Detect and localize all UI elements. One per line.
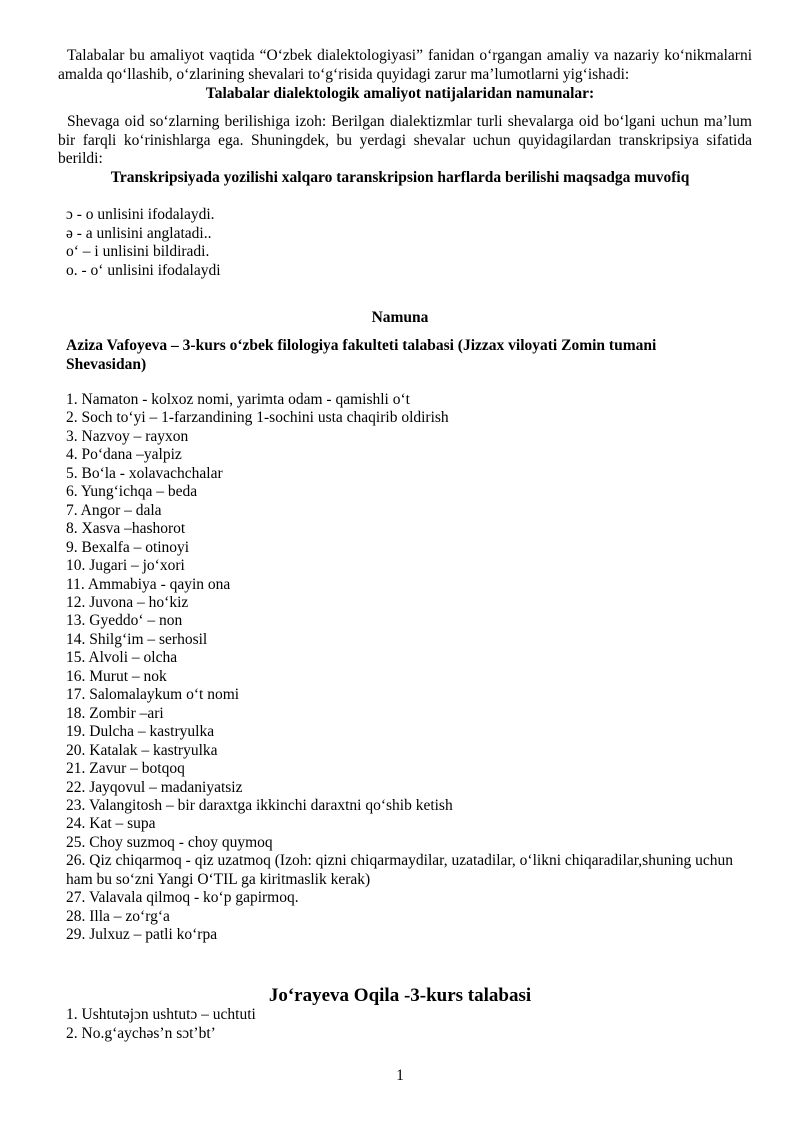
symbol-line: o‘ – i unlisini bildiradi. bbox=[66, 243, 210, 260]
student2-heading: Jo‘rayeva Oqila -3-kurs talabasi bbox=[268, 985, 532, 1006]
list-item: 19. Dulcha – kastryulka bbox=[66, 723, 215, 741]
list-item: 29. Julxuz – patli ko‘rpa bbox=[66, 926, 218, 944]
list-item: 4. Po‘dana –yalpiz bbox=[66, 446, 182, 464]
list-item: 27. Valavala qilmoq - ko‘p gapirmoq. bbox=[66, 889, 299, 907]
list-item: 13. Gyeddo‘ – non bbox=[66, 612, 183, 630]
list-item: 7. Angor – dala bbox=[66, 501, 162, 519]
list-item: 24. Kat – supa bbox=[66, 815, 156, 833]
list-item: 6. Yung‘ichqa – beda bbox=[66, 483, 198, 501]
list-item: 5. Bo‘la - xolavachchalar bbox=[66, 464, 223, 482]
list-item: 28. Illa – zo‘rg‘a bbox=[66, 907, 170, 925]
list-item: 18. Zombir –ari bbox=[66, 704, 164, 722]
intro-paragraph: Talabalar bu amaliyot vaqtida “O‘zbek dialektologiyasi” fanidan o‘rgangan amaliy va nazariy ko‘nikmalarni amalda qo‘llashib, o‘zlarining shevalari to‘g‘risida quyidagi zarur ma’lumotlarni yig‘ishadi: bbox=[58, 47, 752, 83]
list-item: 14. Shilg‘im – serhosil bbox=[66, 630, 208, 648]
list-item: 15. Alvoli – olcha bbox=[66, 649, 178, 667]
list-item: 3. Nazvoy – rayxon bbox=[66, 427, 189, 445]
list-item: 9. Bexalfa – otinoyi bbox=[66, 538, 190, 556]
list-item: 1. Ushtutəjɔn ushtutɔ – uchtuti bbox=[66, 1006, 256, 1023]
symbol-line: ə - a unlisini anglatadi.. bbox=[66, 225, 212, 242]
list-item: 12. Juvona – ho‘kiz bbox=[66, 593, 189, 611]
explanation-paragraph: Shevaga oid so‘zlarning berilishiga izoh: Berilgan dialektizmlar turli shevalarga oid bo‘lgani uchun ma’lum bir farqli ko‘rinishlarga ega. Shuningdek, bu yerdagi shevalar uchun quyidagilardan transkripsiya sifatida berildi: bbox=[58, 113, 752, 167]
sample-heading: Namuna bbox=[371, 309, 429, 326]
symbol-line: ɔ - o unlisini ifodalaydi. bbox=[66, 206, 215, 223]
list-item: 11. Ammabiya - qayin ona bbox=[66, 575, 231, 593]
list-item: 22. Jayqovul – madaniyatsiz bbox=[66, 778, 243, 796]
list-item: 8. Xasva –hashorot bbox=[66, 520, 186, 538]
list-item: 23. Valangitosh – bir daraxtga ikkinchi daraxtni qo‘shib ketish bbox=[66, 796, 453, 814]
student-heading: Aziza Vafoyeva – 3-kurs o‘zbek filologiya fakulteti talabasi (Jizzax viloyati Zomin tumani Shevasidan) bbox=[66, 337, 657, 373]
list-item: 1. Namaton - kolxoz nomi, yarimta odam - qamishli o‘t bbox=[66, 391, 410, 408]
list-item: 20. Katalak – kastryulka bbox=[66, 741, 218, 759]
list-item: 25. Choy suzmoq - choy quymoq bbox=[66, 833, 273, 851]
dialect-word-list bbox=[66, 391, 736, 945]
list-item: 2. No.g‘aychəs’n sɔt’bt’ bbox=[66, 1025, 216, 1042]
list-item: 26. Qiz chiqarmoq - qiz uzatmoq (Izoh: qizni chiqarmaydilar, uzatadilar, o‘likni chiqaradilar,shuning uchun ham bu so‘zni Yangi O‘TIL ga kiritmaslik kerak) bbox=[66, 852, 733, 888]
list-item: 2. Soch to‘yi – 1-farzandining 1-sochini usta chaqirib oldirish bbox=[66, 409, 449, 427]
page-number: 1 bbox=[396, 1067, 404, 1084]
results-heading: Talabalar dialektologik amaliyot natijalaridan namunalar: bbox=[205, 85, 595, 102]
symbol-line: o. - o‘ unlisini ifodalaydi bbox=[66, 262, 221, 279]
transcription-heading: Transkripsiyada yozilishi xalqaro taranskripsion harflarda berilishi maqsadga muvofiq bbox=[110, 169, 690, 186]
list-item: 21. Zavur – botqoq bbox=[66, 760, 185, 778]
list-item: 16. Murut – nok bbox=[66, 667, 167, 685]
list-item: 10. Jugari – jo‘xori bbox=[66, 557, 185, 575]
list-item: 17. Salomalaykum o‘t nomi bbox=[66, 686, 240, 704]
